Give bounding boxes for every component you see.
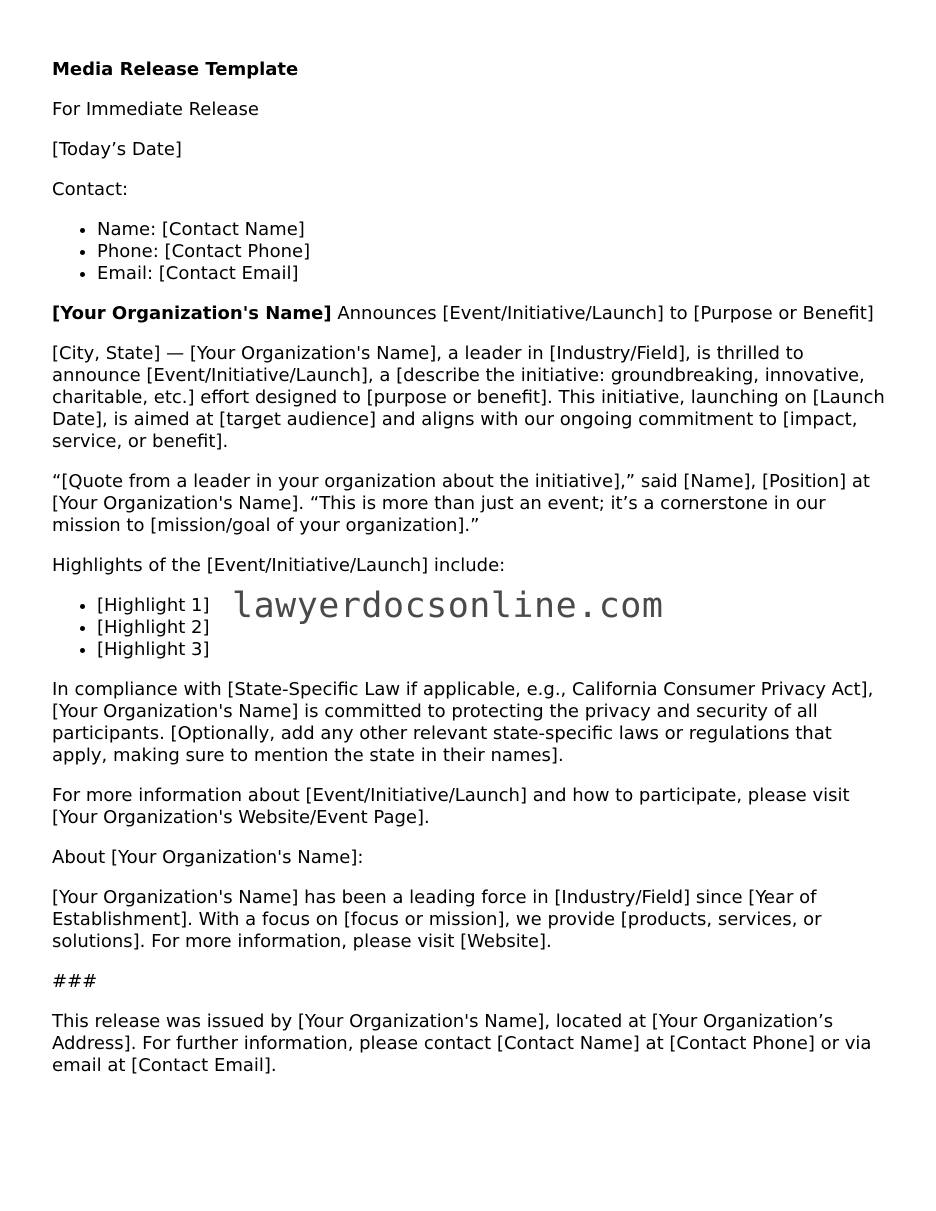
highlight-item: • [Highlight 1] xyxy=(97,595,892,617)
highlights-label: Highlights of the [Event/Initiative/Launch] include: xyxy=(52,555,506,576)
about-paragraph: [Your Organization's Name] has been a leading force in [Industry/Field] since [Year of Establishment]. With a focus on [focus or mission], we provide [products, services, or solutions]. For more information, please visit [Website]. xyxy=(52,887,822,952)
document-title: Media Release Template xyxy=(52,59,299,80)
contact-list xyxy=(52,219,892,285)
watermark-text: lawyerdocsonline.com xyxy=(232,586,664,626)
contact-label: Contact: xyxy=(52,179,129,200)
highlight-item: • [Highlight 3] xyxy=(97,639,892,661)
headline-text: Announces [Event/Initiative/Launch] to [Purpose or Benefit] xyxy=(331,303,874,324)
about-label: About [Your Organization's Name]: xyxy=(52,847,364,868)
intro-paragraph: [City, State] — [Your Organization's Name], a leader in [Industry/Field], is thrilled to announce [Event/Initiative/Launch], a [describe the initiative: groundbreaking, innovative, charitable, etc.] effort designed to [purpose or benefit]. This initiative, launching on [Launch Date], is aimed at [target audience] and aligns with our ongoing commitment to [impact, service, or benefit]. xyxy=(52,343,885,452)
more-info-paragraph: For more information about [Event/Initiative/Launch] and how to participate, please visit [Your Organization's Website/Event Page]. xyxy=(52,785,850,828)
headline-organization: [Your Organization's Name] xyxy=(52,303,332,324)
compliance-paragraph: In compliance with [State-Specific Law if applicable, e.g., California Consumer Privacy Act], [Your Organization's Name] is committed to protecting the privacy and security of all participants. [Optionally, add any other relevant state-specific laws or regulations that apply, making sure to mention the state in their names]. xyxy=(52,679,874,766)
contact-item-email: • Email: [Contact Email] xyxy=(97,263,892,285)
contact-item-name: • Name: [Contact Name] xyxy=(97,219,892,241)
quote-paragraph: “[Quote from a leader in your organization about the initiative],” said [Name], [Position] at [Your Organization's Name]. “This is more than just an event; it’s a cornerstone in our mission to [mission/goal of your organization].” xyxy=(52,471,870,536)
closing-paragraph: This release was issued by [Your Organization's Name], located at [Your Organization’s Address]. For further information, please contact [Contact Name] at [Contact Phone] or via email at [Contact Email]. xyxy=(52,1011,872,1076)
release-label: For Immediate Release xyxy=(52,99,259,120)
highlight-item: • [Highlight 2] xyxy=(97,617,892,639)
highlights-list xyxy=(52,595,892,661)
release-date: [Today’s Date] xyxy=(52,139,182,160)
end-marker: ### xyxy=(52,971,98,992)
document-page xyxy=(52,59,892,1095)
headline xyxy=(52,303,892,325)
contact-item-phone: • Phone: [Contact Phone] xyxy=(97,241,892,263)
